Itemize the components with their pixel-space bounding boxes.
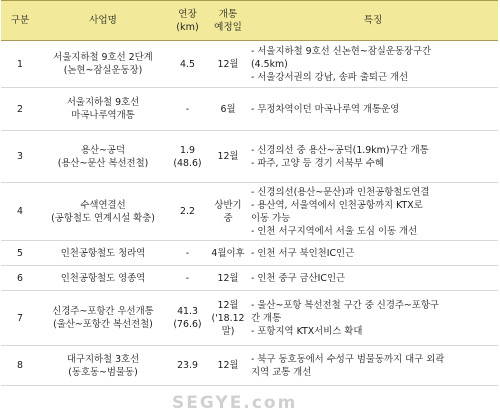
table-row bbox=[1, 131, 498, 183]
row-length-value: - bbox=[185, 247, 190, 259]
row-name bbox=[39, 183, 167, 241]
row-name-line-2: 마곡나루역개통 bbox=[71, 110, 135, 121]
row-open-date bbox=[208, 183, 248, 241]
table-row bbox=[1, 41, 498, 88]
row-open-date bbox=[208, 291, 248, 346]
row-open-date-value: 6월 bbox=[220, 103, 236, 115]
feature-line: - 서울지하철 9호선 신논현~잠실운동장구간 bbox=[251, 45, 432, 57]
row-open-date bbox=[208, 88, 248, 131]
row-length-value: 4.5 bbox=[180, 58, 195, 70]
header-open-label-1: 개통 bbox=[218, 8, 238, 20]
row-features bbox=[248, 266, 498, 291]
row-name-line-2: (울산~포항간 복선전철) bbox=[53, 319, 153, 330]
row-name bbox=[39, 241, 167, 266]
row-length-value: 2.2 bbox=[180, 206, 195, 217]
row-length-value: 1.9 bbox=[180, 144, 195, 156]
header-no: 구분 bbox=[1, 1, 39, 41]
row-no: 4 bbox=[1, 183, 39, 241]
row-name-line-1: 서울지하철 9호선 bbox=[66, 97, 140, 108]
row-length-total: (48.6) bbox=[173, 157, 202, 169]
row-no: 6 bbox=[1, 266, 39, 291]
row-open-date bbox=[208, 266, 248, 291]
row-features bbox=[248, 88, 498, 131]
table-row bbox=[1, 266, 498, 291]
feature-line: - 인천 서구 북인천IC인근 bbox=[251, 247, 355, 259]
row-features bbox=[248, 41, 498, 88]
row-length bbox=[167, 131, 208, 183]
row-length-value: 23.9 bbox=[177, 360, 198, 371]
row-features bbox=[248, 291, 498, 346]
feature-line: - 신경의선(용산~문산)과 인천공항철도연결 bbox=[251, 186, 430, 198]
row-name-line-1: 인천공항철도 영종역 bbox=[60, 272, 146, 284]
row-name-line-1: 신경주~포항간 우선개통 bbox=[52, 306, 154, 317]
row-name-line-2: (논현~잠실운동장) bbox=[63, 65, 143, 76]
table-row bbox=[1, 241, 498, 266]
row-open-date-value: 상반기 bbox=[214, 199, 242, 211]
table-row bbox=[1, 291, 498, 346]
row-length bbox=[167, 88, 208, 131]
header-features: 특징 bbox=[248, 1, 498, 41]
row-length-total: (76.6) bbox=[173, 319, 202, 330]
row-no: 5 bbox=[1, 241, 39, 266]
row-length bbox=[167, 241, 208, 266]
row-open-date-note-2: 말) bbox=[221, 325, 235, 337]
row-name-line-2: (공항철도 연계시설 확충) bbox=[51, 212, 155, 224]
header-open-label-2: 예정일 bbox=[214, 21, 242, 33]
feature-line: - 북구 동호동에서 수성구 범물동까지 대구 외곽 bbox=[251, 353, 445, 365]
feature-line: - 울산~포항 복선전철 구간 중 신경주~포항구 bbox=[251, 299, 439, 311]
feature-line: - 서울강서권의 강남, 송파 출퇴근 개선 bbox=[251, 71, 409, 83]
row-open-date-value: 12월 bbox=[217, 151, 239, 162]
row-name bbox=[39, 41, 167, 88]
row-name bbox=[39, 88, 167, 131]
row-length-value: - bbox=[185, 103, 190, 115]
feature-line: 간 개통 bbox=[251, 312, 282, 324]
row-no: 2 bbox=[1, 88, 39, 131]
feature-line: - 무정차역이던 마곡나루역 개통운영 bbox=[251, 103, 400, 115]
row-open-date-suffix: 중 bbox=[223, 212, 233, 224]
row-open-date bbox=[208, 241, 248, 266]
row-length bbox=[167, 41, 208, 88]
row-length bbox=[167, 183, 208, 241]
row-length bbox=[167, 291, 208, 346]
row-length bbox=[167, 346, 208, 386]
row-name-line-1: 수색연결선 bbox=[80, 199, 126, 211]
row-name-line-1: 인천공항철도 청라역 bbox=[60, 247, 146, 259]
row-no: 1 bbox=[1, 41, 39, 88]
row-features bbox=[248, 346, 498, 386]
row-name-line-2: (용산~문산 복선전철) bbox=[57, 157, 149, 169]
row-open-date-value: 12월 bbox=[217, 360, 239, 371]
row-name bbox=[39, 291, 167, 346]
feature-line: - 인천 서구지역에서 서울 도심 이동 개선 bbox=[251, 225, 418, 237]
row-features bbox=[248, 241, 498, 266]
feature-line: - 용산역, 서울역에서 인천공항까지 KTX로 bbox=[251, 199, 423, 211]
feature-line: - 포항지역 KTX서비스 확대 bbox=[251, 325, 363, 337]
feature-line: - 인천 중구 금산IC인근 bbox=[251, 272, 346, 284]
row-open-date-value: 12월 bbox=[217, 272, 239, 284]
row-length-value: 41.3 bbox=[177, 306, 198, 317]
row-open-date-value: 12월 bbox=[217, 299, 239, 311]
table-header bbox=[1, 1, 498, 41]
row-name bbox=[39, 131, 167, 183]
row-name bbox=[39, 346, 167, 386]
row-open-date bbox=[208, 346, 248, 386]
feature-line: - 파주, 고양 등 경기 서북부 수혜 bbox=[251, 157, 384, 169]
feature-line: 이동 가능 bbox=[251, 212, 291, 224]
row-name-line-2: (동호동~범물동) bbox=[68, 366, 138, 378]
row-length-value: - bbox=[185, 272, 190, 284]
row-open-date-value: 12월 bbox=[217, 58, 239, 70]
row-open-date-value: 4월이후 bbox=[211, 247, 245, 259]
row-length bbox=[167, 266, 208, 291]
row-name-line-1: 대구지하철 3호선 bbox=[66, 353, 140, 365]
row-features bbox=[248, 183, 498, 241]
header-row bbox=[1, 1, 498, 41]
feature-line: - 신경의선 중 용산~공덕(1.9km)구간 개통 bbox=[251, 144, 429, 156]
watermark-logo: SEGYE.com bbox=[172, 393, 298, 413]
table-row bbox=[1, 183, 498, 241]
row-open-date bbox=[208, 131, 248, 183]
header-length bbox=[167, 1, 208, 41]
row-open-date bbox=[208, 41, 248, 88]
header-open-date bbox=[208, 1, 248, 41]
row-no: 7 bbox=[1, 291, 39, 346]
row-features bbox=[248, 131, 498, 183]
row-open-date-note-1: ('18.12 bbox=[211, 312, 245, 324]
feature-line: (4.5km) bbox=[251, 58, 288, 70]
row-name-line-1: 용산~공덕 bbox=[80, 144, 126, 156]
header-name: 사업명 bbox=[39, 1, 167, 41]
row-name bbox=[39, 266, 167, 291]
header-length-unit: (km) bbox=[176, 21, 199, 33]
row-no: 8 bbox=[1, 346, 39, 386]
rail-projects-table bbox=[1, 0, 498, 386]
header-length-label: 연장 bbox=[178, 8, 197, 20]
table-row bbox=[1, 346, 498, 386]
table-row bbox=[1, 88, 498, 131]
row-name-line-1: 서울지하철 9호선 2단계 bbox=[53, 52, 153, 63]
row-no: 3 bbox=[1, 131, 39, 183]
feature-line: 지역 교통 개선 bbox=[251, 366, 312, 378]
